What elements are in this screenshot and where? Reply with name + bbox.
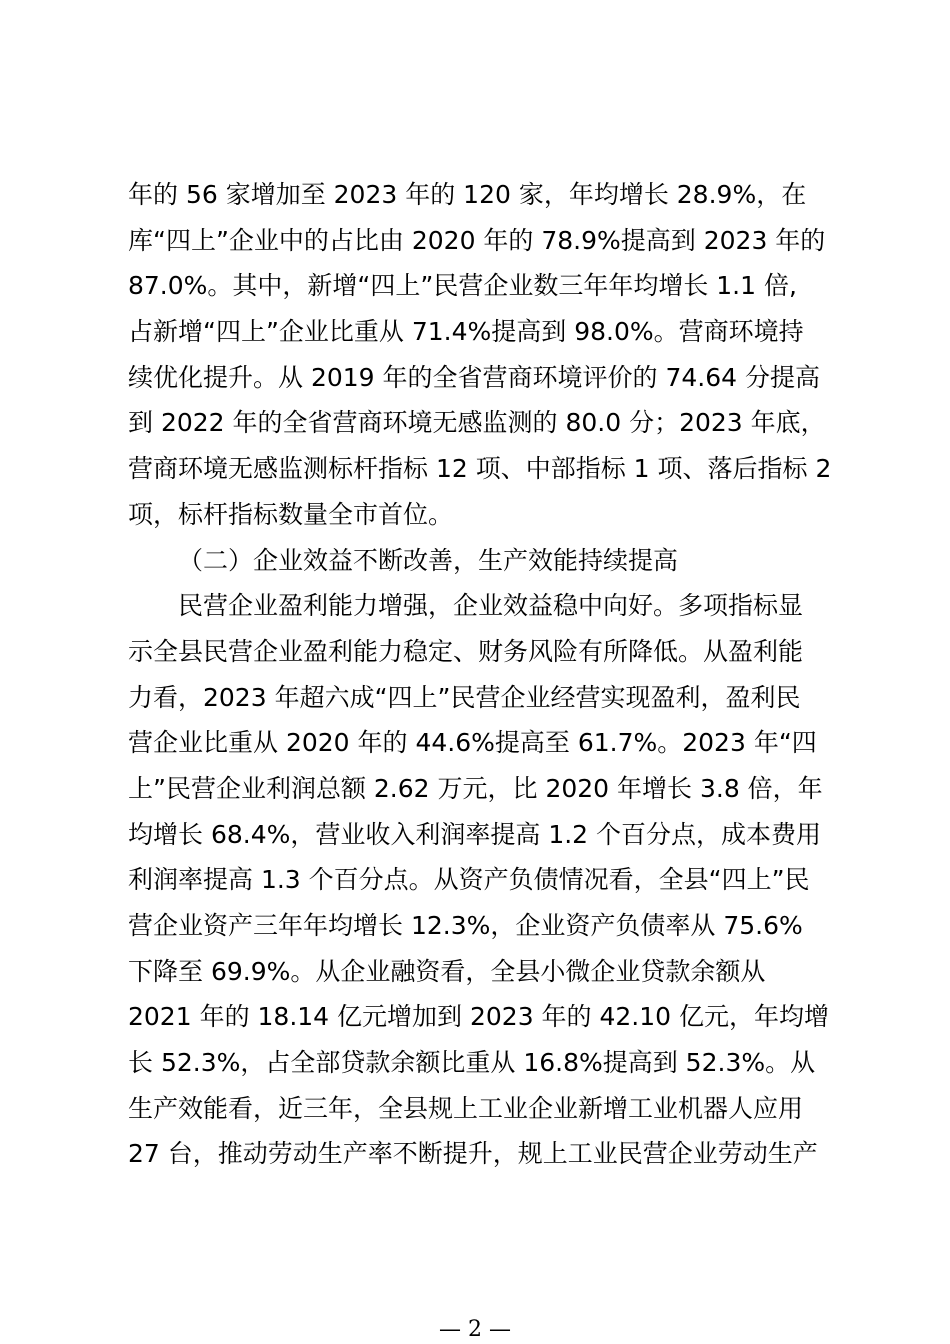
text-line: 力看，2023 年超六成“四上”民营企业经营实现盈利，盈利民 (128, 682, 801, 712)
text-line: 87.0%。其中，新增“四上”民营企业数三年年均增长 1.1 倍, (128, 271, 797, 301)
text-line: 库“四上”企业中的占比由 2020 年的 78.9%提高到 2023 年的 (128, 225, 826, 255)
text-line: 民营企业盈利能力增强，企业效益稳中向好。多项指标显 (178, 591, 804, 621)
text-line: 长 52.3%，占全部贷款余额比重从 16.8%提高到 52.3%。从 (128, 1048, 816, 1078)
text-line: 27 台，推动劳动生产率不断提升，规上工业民营企业劳动生产 (128, 1139, 818, 1169)
text-line: 均增长 68.4%，营业收入利润率提高 1.2 个百分点，成本费用 (128, 819, 822, 849)
text-line: 下降至 69.9%。从企业融资看，全县小微企业贷款余额从 (128, 956, 766, 986)
text-line: 营企业资产三年年均增长 12.3%，企业资产负债率从 75.6% (128, 911, 803, 940)
body-text (128, 172, 832, 1177)
page-number: — 2 — (439, 1317, 511, 1342)
text-line: 利润率提高 1.3 个百分点。从资产负债情况看，全县“四上”民 (128, 865, 810, 895)
section-heading: （二）企业效益不断改善，生产效能持续提高 (178, 545, 679, 575)
text-line: 到 2022 年的全省营商环境无感监测的 80.0 分；2023 年底， (128, 408, 826, 438)
text-line: 生产效能看，近三年，全县规上工业企业新增工业机器人应用 (128, 1093, 804, 1123)
text-line: 年的 56 家增加至 2023 年的 120 家，年均增长 28.9%，在 (128, 180, 807, 209)
text-line: 项，标杆指标数量全市首位。 (128, 499, 454, 529)
text-line: 营企业比重从 2020 年的 44.6%提高至 61.7%。2023 年“四 (128, 728, 817, 758)
text-line: 上”民营企业利润总额 2.62 万元，比 2020 年增长 3.8 倍，年 (128, 773, 823, 803)
text-line: 示全县民营企业盈利能力稳定、财务风险有所降低。从盈利能 (128, 636, 804, 666)
text-line: 2021 年的 18.14 亿元增加到 2023 年的 42.10 亿元，年均增 (128, 1002, 830, 1032)
text-line: 营商环境无感监测标杆指标 12 项、中部指标 1 项、落后指标 2 (128, 454, 832, 484)
text-line: 续优化提升。从 2019 年的全省营商环境评价的 74.64 分提高 (128, 362, 820, 392)
text-line: 占新增“四上”企业比重从 71.4%提高到 98.0%。营商环境持 (128, 317, 804, 347)
